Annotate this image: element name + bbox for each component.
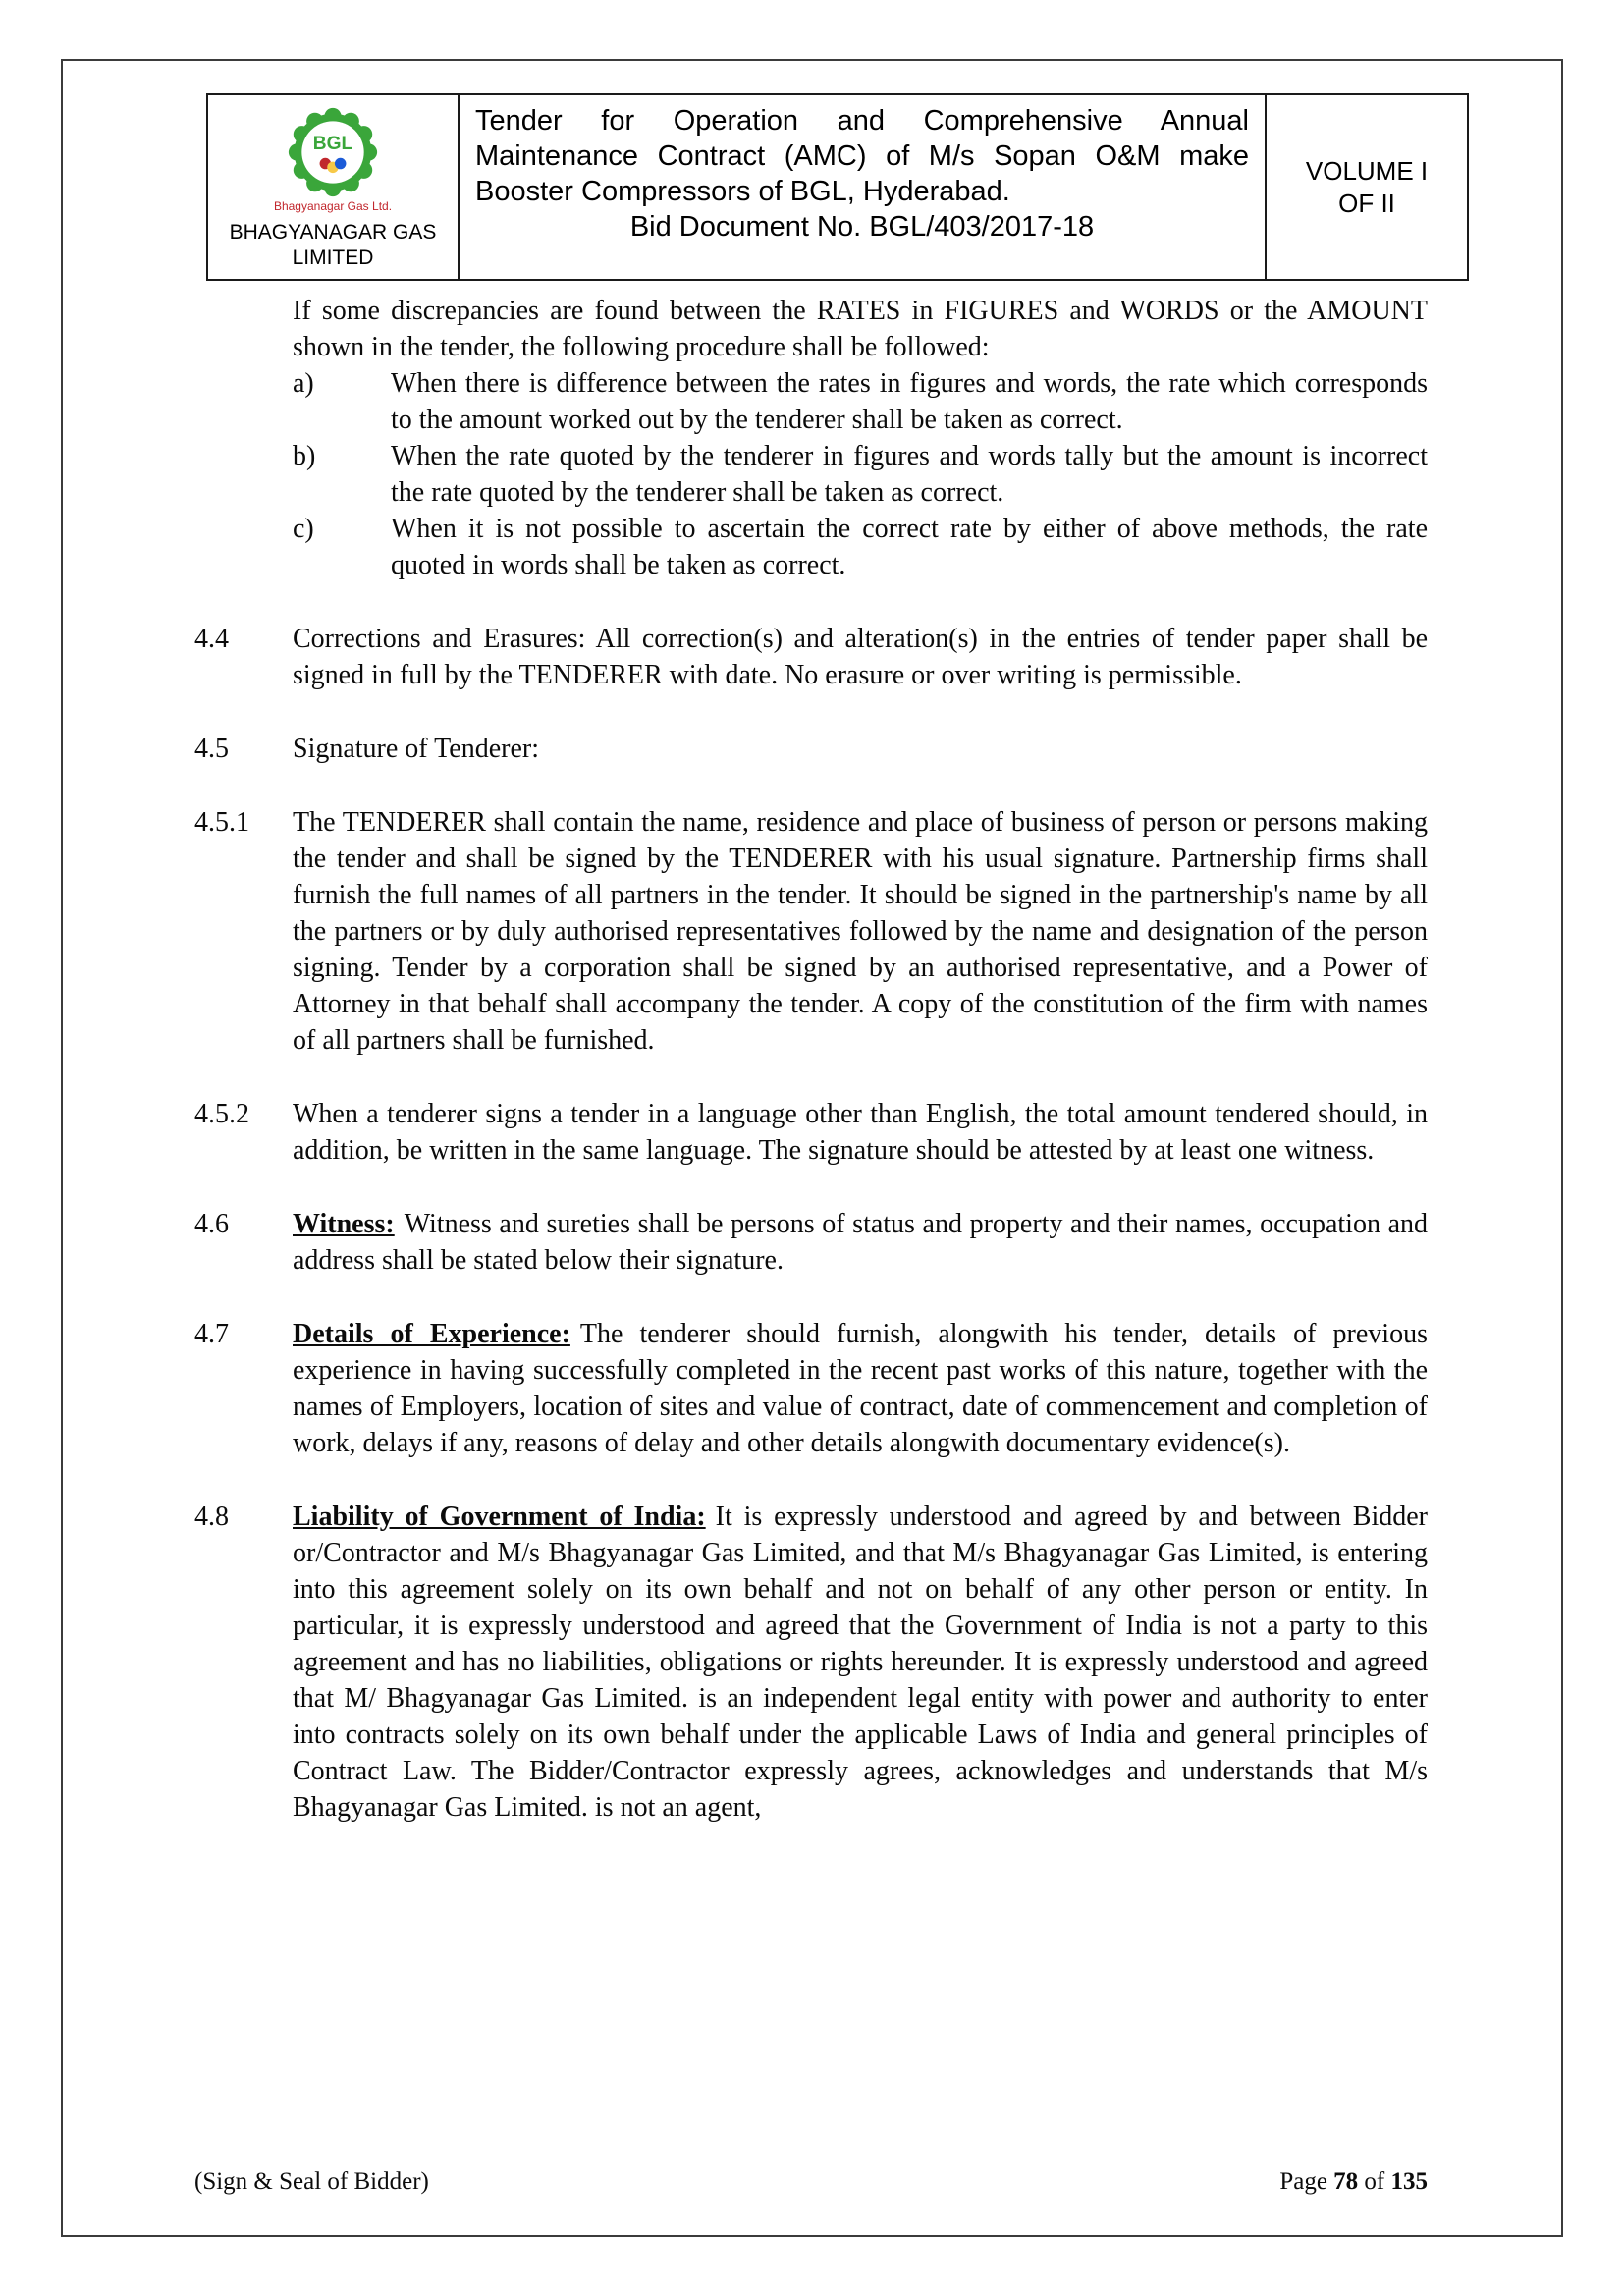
page-footer (194, 2168, 1428, 2196)
page-total: 135 (1390, 2168, 1428, 2195)
org-name: BHAGYANAGAR GAS LIMITED (229, 221, 437, 269)
clause-number: 4.4 (194, 624, 229, 654)
clause-body: The TENDERER shall contain the name, residence and place of business of person or persons making the tender and shall be signed by the TENDERER with his usual signature. Partnership firms shall furnish the full names of all partners in the tender. It should be signed in the partnership's name by all the partners or by duly authorised representatives followed by the name and designation of the person signing. Tender by a corporation shall be signed by an authorised representative, and a Power of Attorney in that behalf shall accompany the tender. A copy of the constitution of the firm with names of all partners shall be furnished. (293, 807, 1428, 1056)
clause-number: 4.5.1 (194, 807, 249, 838)
clause-4-4 (194, 621, 1428, 693)
page-label: Page (1279, 2168, 1334, 2195)
clause-text (293, 621, 1428, 693)
clause-body: Corrections and Erasures: All correction(s) and alteration(s) in the entries of tender paper shall be signed in full by the TENDERER with date. No erasure or over writing is permissible. (293, 624, 1428, 690)
clause-text (293, 1206, 1428, 1279)
list-item-c (293, 511, 1428, 583)
page-current: 78 (1333, 2168, 1359, 2195)
bgl-logo-text: BGL (312, 134, 353, 155)
clause-text (293, 1499, 1428, 1826)
clause-body: The tenderer should furnish, alongwith his tender, details of previous experience in having successfully completed in the recent past works of this nature, together with the names of Employers, location of sites and value of contract, date of commencement and completion of work, delays if any, reasons of delay and other details alongwith documentary evidence(s). (293, 1319, 1428, 1458)
page-number (1279, 2168, 1428, 2196)
list-label: c) (293, 514, 314, 544)
logo-cell (208, 95, 460, 279)
clause-4-5 (194, 731, 1428, 767)
volume-cell (1265, 95, 1467, 279)
clause-heading: Liability of Government of India: (293, 1502, 706, 1532)
list-label: b) (293, 441, 316, 471)
bgl-logo-icon (286, 105, 380, 199)
clause-number: 4.5.2 (194, 1099, 249, 1129)
volume-line-2: OF II (1338, 188, 1395, 218)
clause-4-6 (194, 1206, 1428, 1279)
clause-text (293, 804, 1428, 1059)
clause-4-5-2 (194, 1096, 1428, 1169)
document-body (194, 293, 1428, 1826)
clause-text (293, 1316, 1428, 1461)
clause-heading: Details of Experience: (293, 1319, 570, 1349)
sign-seal-label: (Sign & Seal of Bidder) (194, 2168, 429, 2195)
list-text: When it is not possible to ascertain the correct rate by either of above methods, the rate quoted in words shall be taken as correct. (391, 514, 1428, 580)
document-title: Tender for Operation and Comprehensive Annual Maintenance Contract (AMC) of M/s Sopan O&M make Booster Compressors of BGL, Hyderabad. (475, 105, 1249, 207)
list-text: When the rate quoted by the tenderer in figures and words tally but the amount is incorrect the rate quoted by the tenderer shall be taken as correct. (391, 441, 1428, 508)
logo-subtitle: Bhagyanagar Gas Ltd. (273, 199, 393, 213)
volume-line-1: VOLUME I (1305, 155, 1429, 186)
header-table (206, 93, 1469, 281)
list-text: When there is difference between the rates in figures and words, the rate which corresponds to the amount worked out by the tenderer shall be taken as correct. (391, 368, 1428, 435)
clause-body: It is expressly understood and agreed by and between Bidder or/Contractor and M/s Bhagyanagar Gas Limited, and that M/s Bhagyanagar Gas Limited, is entering into this agreement solely on its own behalf and not on behalf of any other person or entity. In particular, it is expressly understood and agreed that the Government of India is not a party to this agreement and has no liabilities, obligations or rights hereunder. It is expressly understood and agreed that M/ Bhagyanagar Gas Limited. is an independent legal entity with power and authority to enter into contracts solely on its own behalf under the applicable Laws of India and general principles of Contract Law. The Bidder/Contractor expressly agrees, acknowledges and understands that M/s Bhagyanagar Gas Limited. is not an agent, (293, 1502, 1428, 1823)
intro-paragraph: If some discrepancies are found between the RATES in FIGURES and WORDS or the AMOUNT shown in the tender, the following procedure shall be followed: (293, 296, 1428, 362)
title-cell (460, 95, 1265, 279)
clause-4-5-1 (194, 804, 1428, 1059)
list-item-a (293, 365, 1428, 438)
page-of-label: of (1358, 2168, 1391, 2195)
clause-body: When a tenderer signs a tender in a language other than English, the total amount tendered should, in addition, be written in the same language. The signature should be attested by at least one witness. (293, 1099, 1428, 1166)
clause-number: 4.7 (194, 1319, 229, 1349)
list-item-b (293, 438, 1428, 511)
clause-number: 4.5 (194, 734, 229, 764)
bid-document-number: Bid Document No. BGL/403/2017-18 (629, 211, 1095, 243)
clause-number: 4.6 (194, 1209, 229, 1239)
clause-heading: Witness: (293, 1209, 395, 1239)
clause-body: Signature of Tenderer: (293, 734, 539, 764)
clause-text (293, 1096, 1428, 1169)
clause-4-8 (194, 1499, 1428, 1826)
clause-body: Witness and sureties shall be persons of status and property and their names, occupation and address shall be stated below their signature. (293, 1209, 1428, 1276)
list-label: a) (293, 368, 314, 399)
clause-4-7 (194, 1316, 1428, 1461)
clause-text (293, 731, 1428, 767)
clause-number: 4.8 (194, 1502, 229, 1532)
